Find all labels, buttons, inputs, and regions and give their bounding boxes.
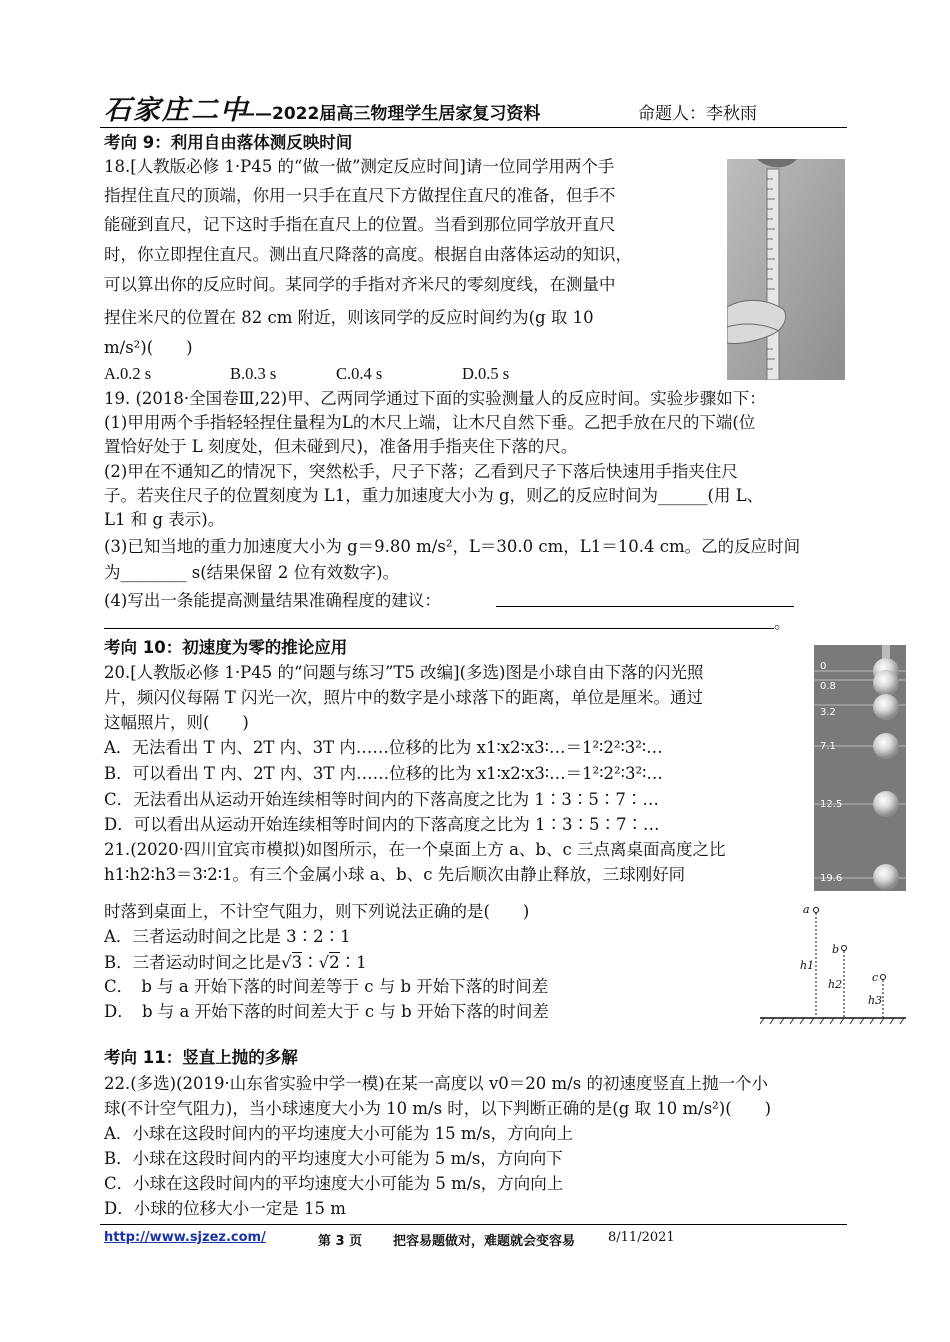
q19-line-1: 19. (2018·全国卷Ⅲ,22)甲、乙两同学通过下面的实验测量人的反应时间。实验步骤如下： [104,389,766,408]
q22-option-b: B．小球在这段时间内的平均速度大小可能为 5 m/s，方向向下 [104,1149,563,1168]
label-h2: h2 [828,978,843,991]
section-10-heading: 考向 10：初速度为零的推论应用 [104,638,348,657]
sqrt2: √2 [318,953,340,972]
q19-line-8: 为________ s(结果保留 2 位有效数字)。 [104,563,400,582]
q20-option-b: B．可以看出 T 内、2T 内、3T 内……位移的比为 x1∶x2∶x3∶…＝1²∶2²∶3²∶… [104,764,663,783]
doc-author: 命题人：李秋雨 [638,104,757,124]
q20-option-d: D．可以看出从运动开始连续相等时间内的下落高度之比为 1∶3∶5∶7∶… [104,815,660,834]
q21-option-a: A．三者运动时间之比是 3∶2∶1 [104,927,351,946]
q20-line-2: 片，频闪仪每隔 T 闪光一次，照片中的数字是小球落下的距离，单位是厘米。通过 [104,688,703,707]
footer-date: 8/11/2021 [608,1230,675,1245]
strobe-label-0: 0 [820,661,827,672]
q18-line-2: 指捏住直尺的顶端，你用一只手在直尺下方做捏住直尺的准备，但手不 [104,186,616,205]
q18-line-6: 捏住米尺的位置在 82 cm 附近，则该同学的反应时间约为(g 取 10 [104,308,594,327]
q19-line-2: (1)甲用两个手指轻轻捏住量程为L的木尺上端，让木尺自然下垂。乙把手放在尺的下端(位 [104,413,756,432]
q20-line-3: 这幅照片，则( ) [104,713,249,732]
q18-option-c: C.0.4 s [336,364,383,383]
q21-option-b: B．三者运动时间之比是√3∶√2∶1 [104,953,367,972]
q20-line-1: 20.[人教版必修 1·P45 的“问题与练习”T5 改编](多选)图是小球自由下落的闪光照 [104,663,704,682]
q21-line-3: 时落到桌面上，不计空气阻力，则下列说法正确的是( ) [104,902,530,921]
q21-line-2: h1∶h2∶h3＝3∶2∶1。有三个金属小球 a、b、c 先后顺次由静止释放，三球刚好同 [104,865,686,884]
q18-line-4: 时，你立即捏住直尺。测出直尺降落的高度。根据自由落体运动的知识， [104,245,632,264]
q19-line-10: 。 [774,613,791,632]
q19-line-6: L1 和 g 表示)。 [104,510,225,529]
q21-option-b-suffix: ∶1 [339,953,367,972]
school-logo: 石家庄二中 [104,95,249,126]
q19-answer-blank[interactable] [496,606,794,607]
q19-line-4: (2)甲在不通知乙的情况下，突然松手，尺子下落；乙看到尺子下落后快速用手指夹住尺 [104,462,738,481]
q21-line-1: 21.(2020·四川宜宾市模拟)如图所示，在一个桌面上方 a、b、c 三点离桌面高度之比 [104,840,726,859]
q22-option-c: C．小球在这段时间内的平均速度大小可能为 5 m/s，方向向上 [104,1174,564,1193]
footer-slogan: 把容易题做对，难题就会变容易 [393,1234,576,1249]
q19-line-9: (4)写出一条能提高测量结果准确程度的建议： [104,591,441,610]
q18-option-a: A.0.2 s [104,364,152,383]
q20-option-c: C．无法看出从运动开始连续相等时间内的下落高度之比为 1∶3∶5∶7∶… [104,790,659,809]
label-b: b [832,943,840,956]
strobe-label-1: 0.8 [820,681,836,692]
q18-line-1: 18.[人教版必修 1·P45 的“做一做”测定反应时间]请一位同学用两个手 [104,157,615,176]
q22-option-a: A．小球在这段时间内的平均速度大小可能为 15 m/s，方向向上 [104,1124,574,1143]
section-11-heading: 考向 11：竖直上抛的多解 [104,1048,298,1067]
q22-line-2: 球(不计空气阻力)，当小球速度大小为 10 m/s 时，以下判断正确的是(g 取 10 m/s²)( ) [104,1099,772,1118]
ruler-photo [727,159,845,380]
footer-rule [100,1224,847,1225]
height-diagram [760,900,906,1026]
q18-line-5: 可以算出你的反应时间。某同学的手指对齐米尺的零刻度线，在测量中 [104,275,616,294]
label-h3: h3 [868,994,883,1007]
q21-option-d: D． b 与 a 开始下落的时间差大于 c 与 b 开始下落的时间差 [104,1002,549,1021]
q20-option-a: A．无法看出 T 内、2T 内、3T 内……位移的比为 x1∶x2∶x3∶…＝1²∶2²∶3²∶… [104,738,663,757]
strobe-label-2: 3.2 [820,707,836,718]
q22-line-1: 22.(多选)(2019·山东省实验中学一模)在某一高度以 v0＝20 m/s 的初速度竖直上抛一个小 [104,1074,768,1093]
label-a: a [803,903,810,916]
label-c: c [872,971,879,984]
q19-answer-blank-2[interactable] [104,628,774,629]
footer-page-number: 第 3 页 [318,1234,363,1249]
strobe-photo [814,645,906,891]
footer-url-link[interactable]: http://www.sjzez.com/ [104,1230,266,1245]
q18-line-7: m/s²)( ) [104,338,193,357]
q22-option-d: D．小球的位移大小一定是 15 m [104,1199,346,1218]
section-9-heading: 考向 9：利用自由落体测反映时间 [104,133,353,152]
q19-line-3: 置恰好处于 L 刻度处，但未碰到尺)，准备用手指夹住下落的尺。 [104,437,578,456]
q21-option-c: C． b 与 a 开始下落的时间差等于 c 与 b 开始下落的时间差 [104,977,549,996]
strobe-label-5: 19.6 [820,873,843,884]
q18-line-3: 能碰到直尺，记下这时手指在直尺上的位置。当看到那位同学放开直尺 [104,215,616,234]
q19-line-7: (3)已知当地的重力加速度大小为 g＝9.80 m/s²，L＝30.0 cm，L1＝10.4 cm。乙的反应时间 [104,537,801,556]
sqrt3: √3 [281,953,303,972]
q21-option-b-prefix: B．三者运动时间之比是 [104,953,282,972]
header-rule [100,127,847,128]
label-h1: h1 [800,959,815,972]
q19-line-5: 子。若夹住尺子的位置刻度为 L1，重力加速度大小为 g，则乙的反应时间为______(用 L、 [104,486,764,505]
q18-option-d: D.0.5 s [462,364,510,383]
q18-option-b: B.0.3 s [230,364,277,383]
strobe-label-3: 7.1 [820,741,836,752]
strobe-label-4: 12.5 [820,799,843,810]
doc-title: ——2022届高三物理学生居家复习资料 [238,104,541,124]
